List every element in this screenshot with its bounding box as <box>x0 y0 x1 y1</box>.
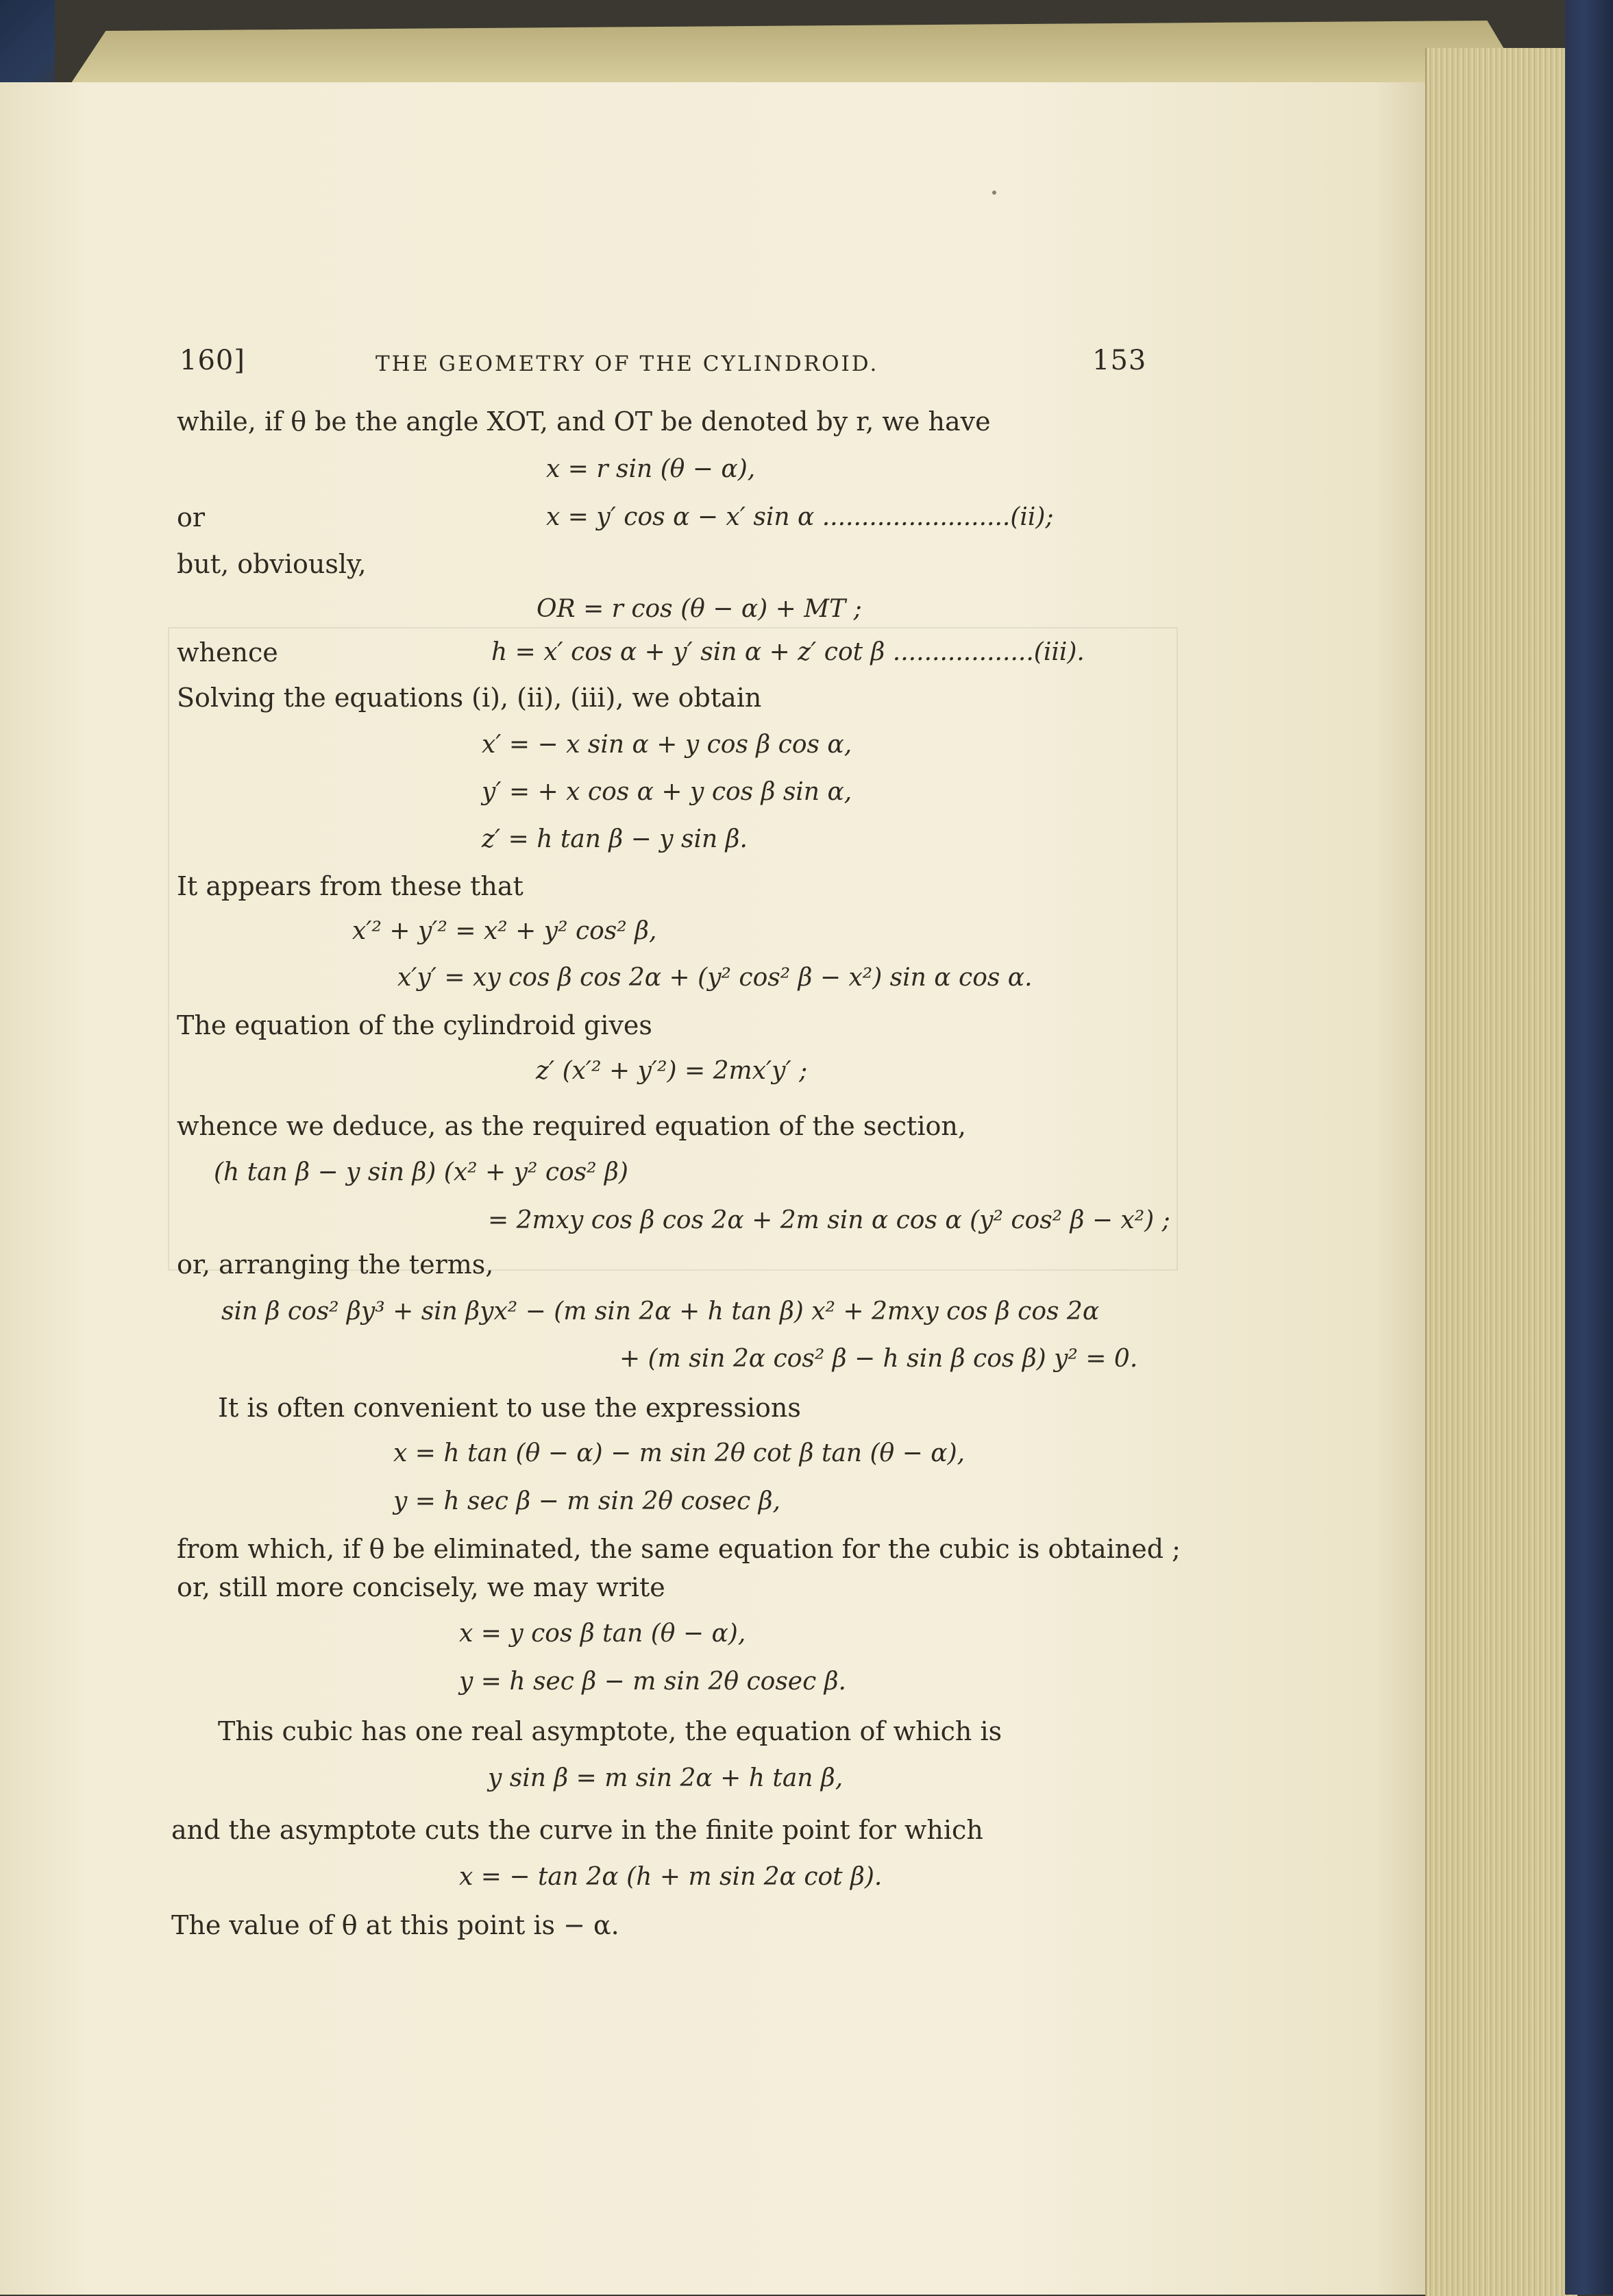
equation: x′ = − x sin α + y cos β cos α, <box>482 731 852 759</box>
text-line: whence we deduce, as the required equation of the section, <box>177 1111 966 1141</box>
equation: z′ (x′² + y′²) = 2mx′y′ ; <box>536 1057 808 1085</box>
equation: x = r sin (θ − α), <box>546 455 756 483</box>
text-line: or, arranging the terms, <box>177 1249 494 1280</box>
text-line: and the asymptote cuts the curve in the finite point for which <box>171 1815 983 1845</box>
equation: (h tan β − y sin β) (x² + y² cos² β) <box>214 1158 628 1186</box>
speck <box>992 191 996 195</box>
text-line: but, obviously, <box>177 549 367 579</box>
text-line: or, still more concisely, we may write <box>177 1572 665 1602</box>
equation: x = y′ cos α − x′ sin α ........................(ii); <box>546 503 1054 531</box>
book-cover-right <box>1565 0 1613 2295</box>
equation: y′ = + x cos α + y cos β sin α, <box>482 778 852 806</box>
equation: x′y′ = xy cos β cos 2α + (y² cos² β − x²) sin α cos α. <box>397 964 1033 992</box>
equation: + (m sin 2α cos² β − h sin β cos β) y² = 0. <box>619 1345 1138 1373</box>
text-line: whence <box>177 637 278 668</box>
page-fore-edge <box>1425 48 1577 2296</box>
equation: z′ = h tan β − y sin β. <box>482 825 748 853</box>
text-line: It appears from these that <box>177 871 524 901</box>
text-line: The equation of the cylindroid gives <box>177 1010 652 1040</box>
equation: = 2mxy cos β cos 2α + 2m sin α cos α (y² cos² β − x²) ; <box>488 1206 1170 1234</box>
equation: x = y cos β tan (θ − α), <box>459 1620 746 1648</box>
equation: OR = r cos (θ − α) + MT ; <box>537 595 862 623</box>
text-line: It is often convenient to use the expressions <box>218 1393 801 1423</box>
text-line: The value of θ at this point is − α. <box>171 1910 619 1940</box>
equation: x′² + y′² = x² + y² cos² β, <box>352 917 657 945</box>
equation: y = h sec β − m sin 2θ cosec β, <box>393 1487 780 1515</box>
text-line: while, if θ be the angle XOT, and OT be denoted by r, we have <box>177 406 991 437</box>
equation: h = x′ cos α + y′ sin α + z′ cot β ..................(iii). <box>491 638 1085 666</box>
page-number: 153 <box>1092 345 1147 376</box>
equation: x = h tan (θ − α) − m sin 2θ cot β tan (θ − α), <box>393 1439 965 1467</box>
text-line: or <box>177 502 206 533</box>
text-line: This cubic has one real asymptote, the equation of which is <box>218 1716 1002 1746</box>
text-line: Solving the equations (i), (ii), (iii), we obtain <box>177 683 762 713</box>
equation: y = h sec β − m sin 2θ cosec β. <box>459 1668 846 1696</box>
section-number: 160] <box>180 345 245 376</box>
equation: x = − tan 2α (h + m sin 2α cot β). <box>459 1863 883 1891</box>
equation: sin β cos² βy³ + sin βyx² − (m sin 2α + h tan β) x² + 2mxy cos β cos 2α <box>221 1297 1100 1326</box>
text-line: from which, if θ be eliminated, the same equation for the cubic is obtained ; <box>177 1534 1181 1564</box>
page-title: THE GEOMETRY OF THE CYLINDROID. <box>375 352 879 376</box>
equation: y sin β = m sin 2α + h tan β, <box>488 1764 844 1792</box>
